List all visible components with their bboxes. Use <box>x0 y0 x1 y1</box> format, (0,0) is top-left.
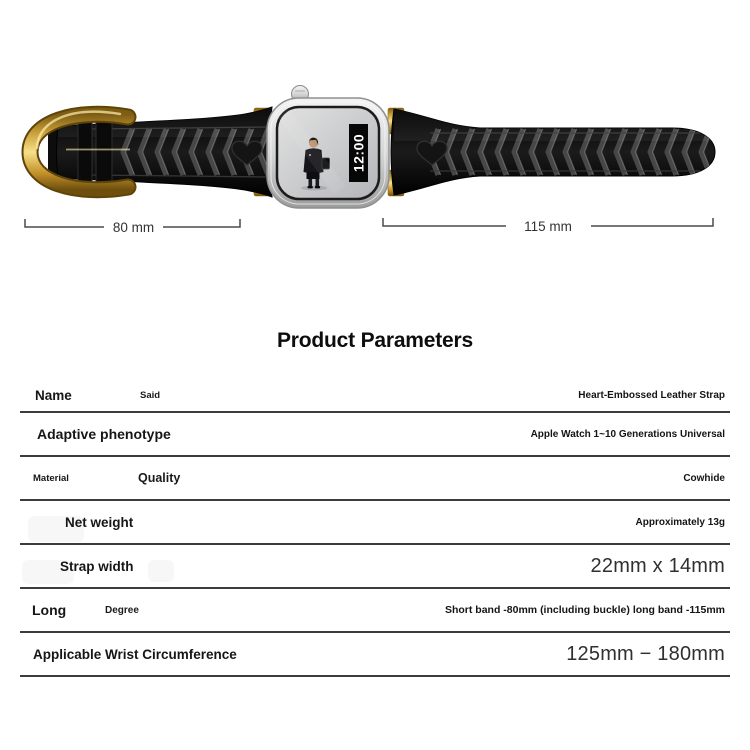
table-row-adaptive-phenotype <box>20 413 730 457</box>
row-value: 125mm − 180mm <box>566 642 725 665</box>
row-label: Adaptive phenotype <box>37 426 171 442</box>
row-value: Approximately 13g <box>635 516 725 528</box>
row-value: 22mm x 14mm <box>590 554 725 577</box>
page-title: Product Parameters <box>277 329 473 352</box>
row-label: Material <box>33 472 69 484</box>
table-row-net-weight <box>20 501 730 545</box>
row-value: Apple Watch 1~10 Generations Universal <box>530 428 725 440</box>
dimension-short-label: 80 mm <box>112 220 155 235</box>
row-value: Cowhide <box>683 472 725 484</box>
table-row-wrist-circumference <box>20 633 730 677</box>
parameters-table <box>20 380 730 677</box>
product-photo <box>0 0 750 270</box>
table-row-name <box>20 380 730 413</box>
row-label: Long <box>32 602 67 618</box>
table-row-material <box>20 457 730 501</box>
table-row-length <box>20 589 730 633</box>
row-label: Strap width <box>60 558 134 574</box>
row-label: Net weight <box>65 514 134 530</box>
row-value: Short band -80mm (including buckle) long band -115mm <box>444 604 725 616</box>
table-row-strap-width <box>20 545 730 589</box>
row-sublabel: Degree <box>105 604 139 616</box>
row-sublabel: Said <box>140 390 161 401</box>
row-value: Heart-Embossed Leather Strap <box>578 390 725 401</box>
row-label: Applicable Wrist Circumference <box>33 646 237 662</box>
row-sublabel: Quality <box>138 471 181 485</box>
dimension-long-label: 115 mm <box>524 219 572 234</box>
long-strap <box>391 107 715 197</box>
watch-time: 12:00 <box>350 133 367 173</box>
dimension-short <box>25 219 240 235</box>
watch-case <box>267 86 389 209</box>
row-label: Name <box>35 388 72 403</box>
dimension-long <box>383 218 713 234</box>
